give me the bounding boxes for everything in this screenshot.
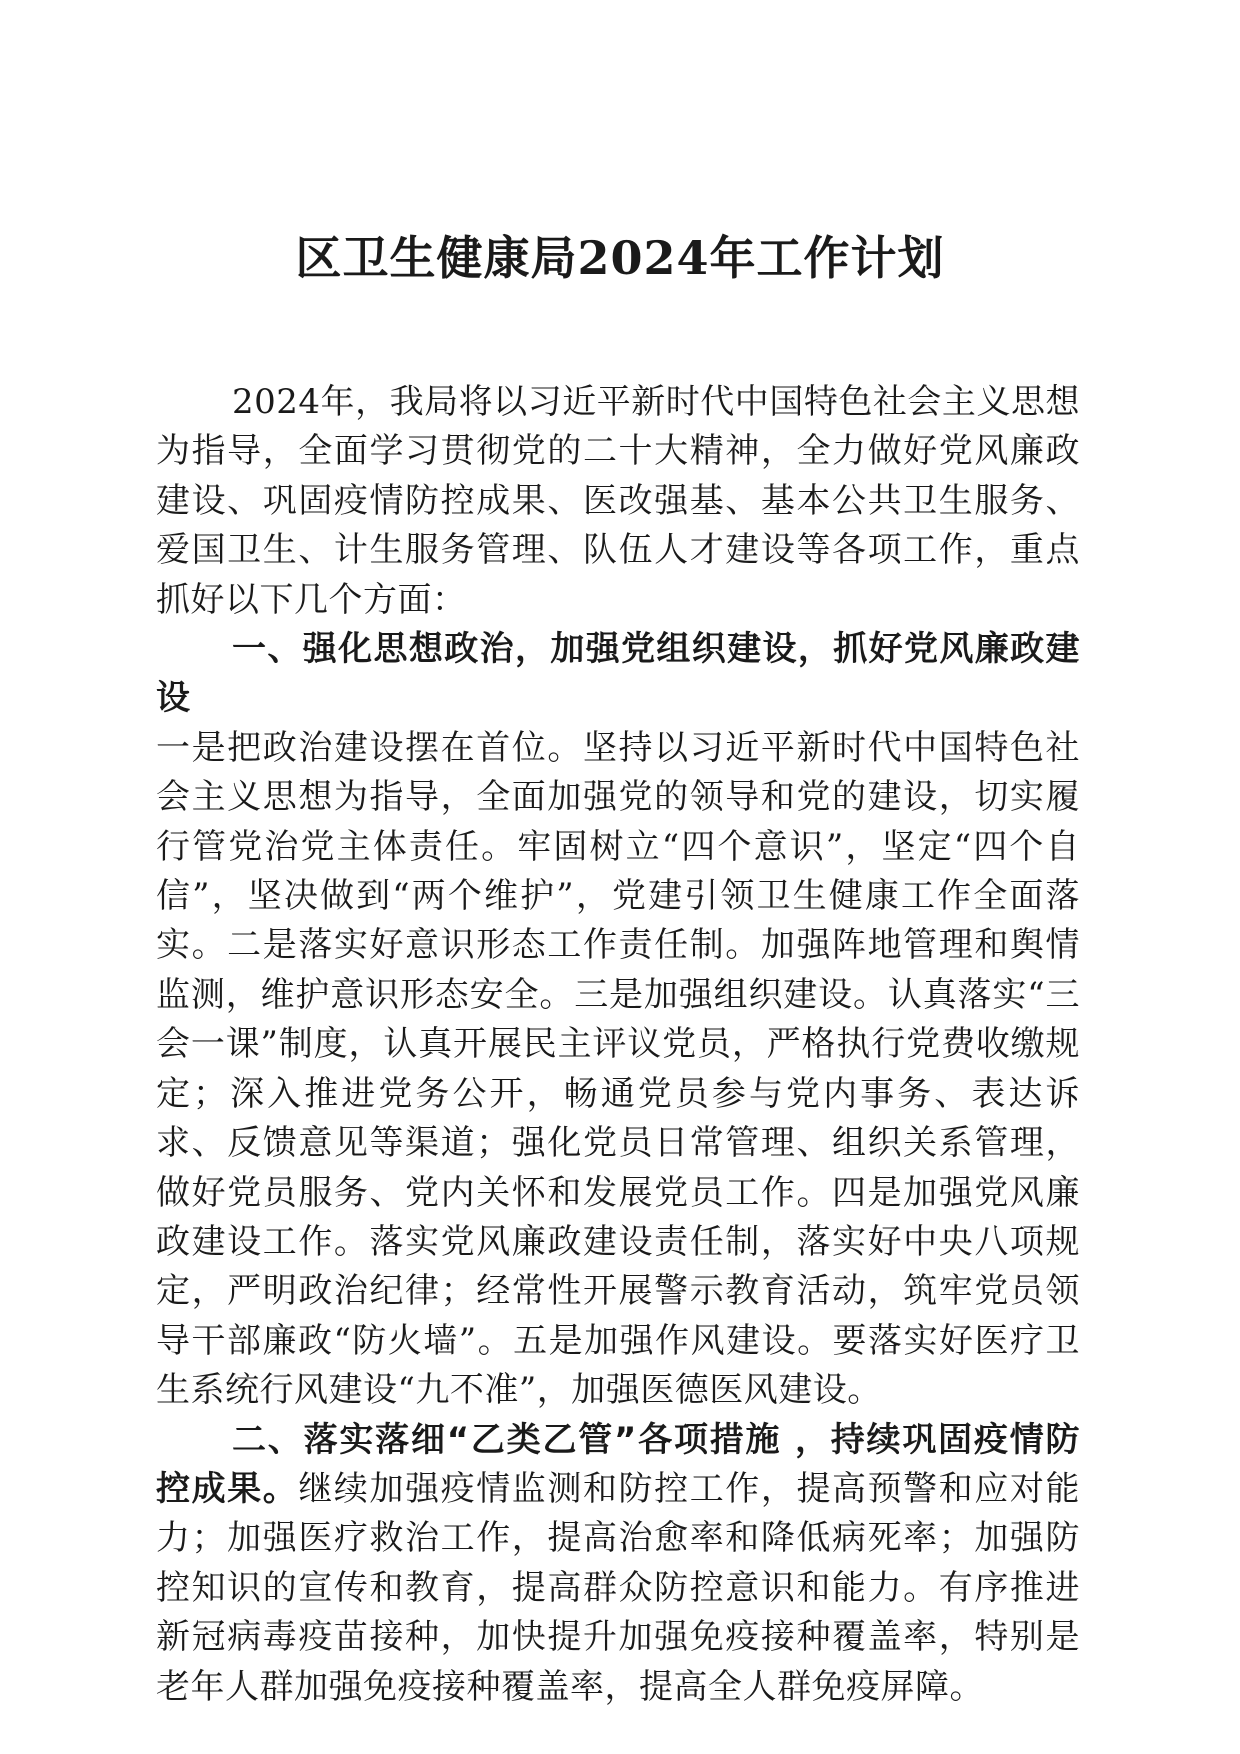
intro-paragraph: 2024年，我局将以习近平新时代中国特色社会主义思想为指导，全面学习贯彻党的二十大精神，全力做好党风廉政建设、巩固疫情防控成果、医改强基、基本公共卫生服务、爱国卫生、计生服务管理、队伍人才建设等各项工作，重点抓好以下几个方面： bbox=[156, 382, 1080, 620]
section-1-heading: 一、强化思想政治，加强党组织建设，抓好党风廉政建设 bbox=[156, 629, 1080, 719]
document-title: 区卫生健康局2024年工作计划 bbox=[295, 231, 945, 285]
section-2-body: 继续加强疫情监测和防控工作，提高预警和应对能力；加强医疗救治工作，提高治愈率和降低病死率；加强防控知识的宣传和教育，提高群众防控意识和能力。有序推进新冠病毒疫苗接种，加快提升加强免疫接种覆盖率，特别是老年人群加强免疫接种覆盖率，提高全人群免疫屏障。 bbox=[156, 1468, 1081, 1707]
section-2-heading: 二、落实落细“乙类乙管”各项措施 ，持续巩固疫情防控成果。 bbox=[156, 1419, 1080, 1509]
section-1-body: 一是把政治建设摆在首位。坚持以习近平新时代中国特色社会主义思想为指导，全面加强党的领导和党的建设，切实履行管党治党主体责任。牢固树立“四个意识”，坚定“四个自信”，坚决做到“两个维护”，党建引领卫生健康工作全面落实。二是落实好意识形态工作责任制。加强阵地管理和舆情监测，维护意识形态安全。三是加强组织建设。认真落实“三会一课”制度，认真开展民主评议党员，严格执行党费收缴规定；深入推进党务公开，畅通党员参与党内事务、表达诉求、反馈意见等渠道；强化党员日常管理、组织关系管理，做好党员服务、党内关怀和发展党员工作。四是加强党风廉政建设工作。落实党风廉政建设责任制，落实好中央八项规定，严明政治纪律；经常性开展警示教育活动，筑牢党员领导干部廉政“防火墙”。五是加强作风建设。要落实好医疗卫生系统行风建设“九不准”，加强医德医风建设。 bbox=[156, 727, 1080, 1411]
section-2-paragraph bbox=[156, 1416, 1080, 1712]
document-body bbox=[156, 378, 1080, 1712]
